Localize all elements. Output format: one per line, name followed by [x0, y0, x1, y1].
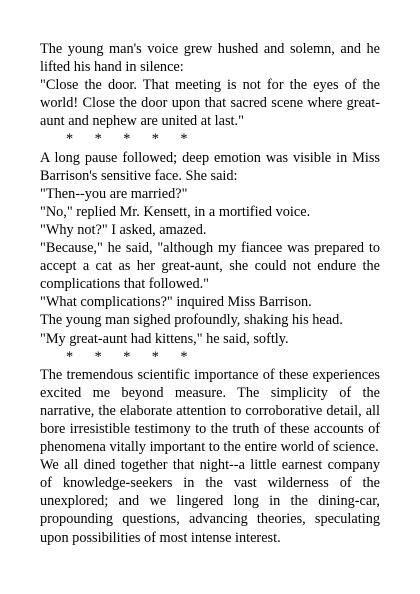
paragraph: The young man's voice grew hushed and solemn, and he lifted his hand in silence: — [40, 41, 380, 76]
paragraph: The tremendous scientific importance of these experiences excited me beyond measure. The simplicity of the narrative, the elaborate attention to corroborative detail, all bore irresistible testimony to the truth of these accounts of phenomena vitally important to the entire world of science. — [40, 366, 380, 456]
section-break: * * * * * — [66, 348, 188, 365]
document-page — [40, 40, 380, 547]
paragraph: "My great-aunt had kittens," he said, softly. — [40, 330, 289, 347]
paragraph: We all dined together that night--a little earnest company of knowledge-seekers in the vast wilderness of the unexplored; and we lingered long in the dining-car, propounding questions, advancing theories, speculating upon possibilities of most intense interest. — [40, 457, 380, 546]
paragraph: A long pause followed; deep emotion was visible in Miss Barrison's sensitive face. She said: — [40, 149, 380, 184]
paragraph: "What complications?" inquired Miss Barrison. — [40, 294, 312, 311]
paragraph: "Why not?" I asked, amazed. — [40, 221, 207, 238]
paragraph: The young man sighed profoundly, shaking his head. — [40, 312, 343, 329]
paragraph: "No," replied Mr. Kensett, in a mortified voice. — [40, 203, 311, 220]
paragraph: "Because," he said, "although my fiancee was prepared to accept a cat as her great-aunt, she could not endure the complications that followed." — [40, 240, 380, 293]
section-break: * * * * * — [66, 131, 188, 148]
paragraph: "Close the door. That meeting is not for the eyes of the world! Close the door upon that sacred scene where great-aunt and nephew are united at last." — [40, 77, 380, 130]
paragraph: "Then--you are married?" — [40, 185, 188, 202]
